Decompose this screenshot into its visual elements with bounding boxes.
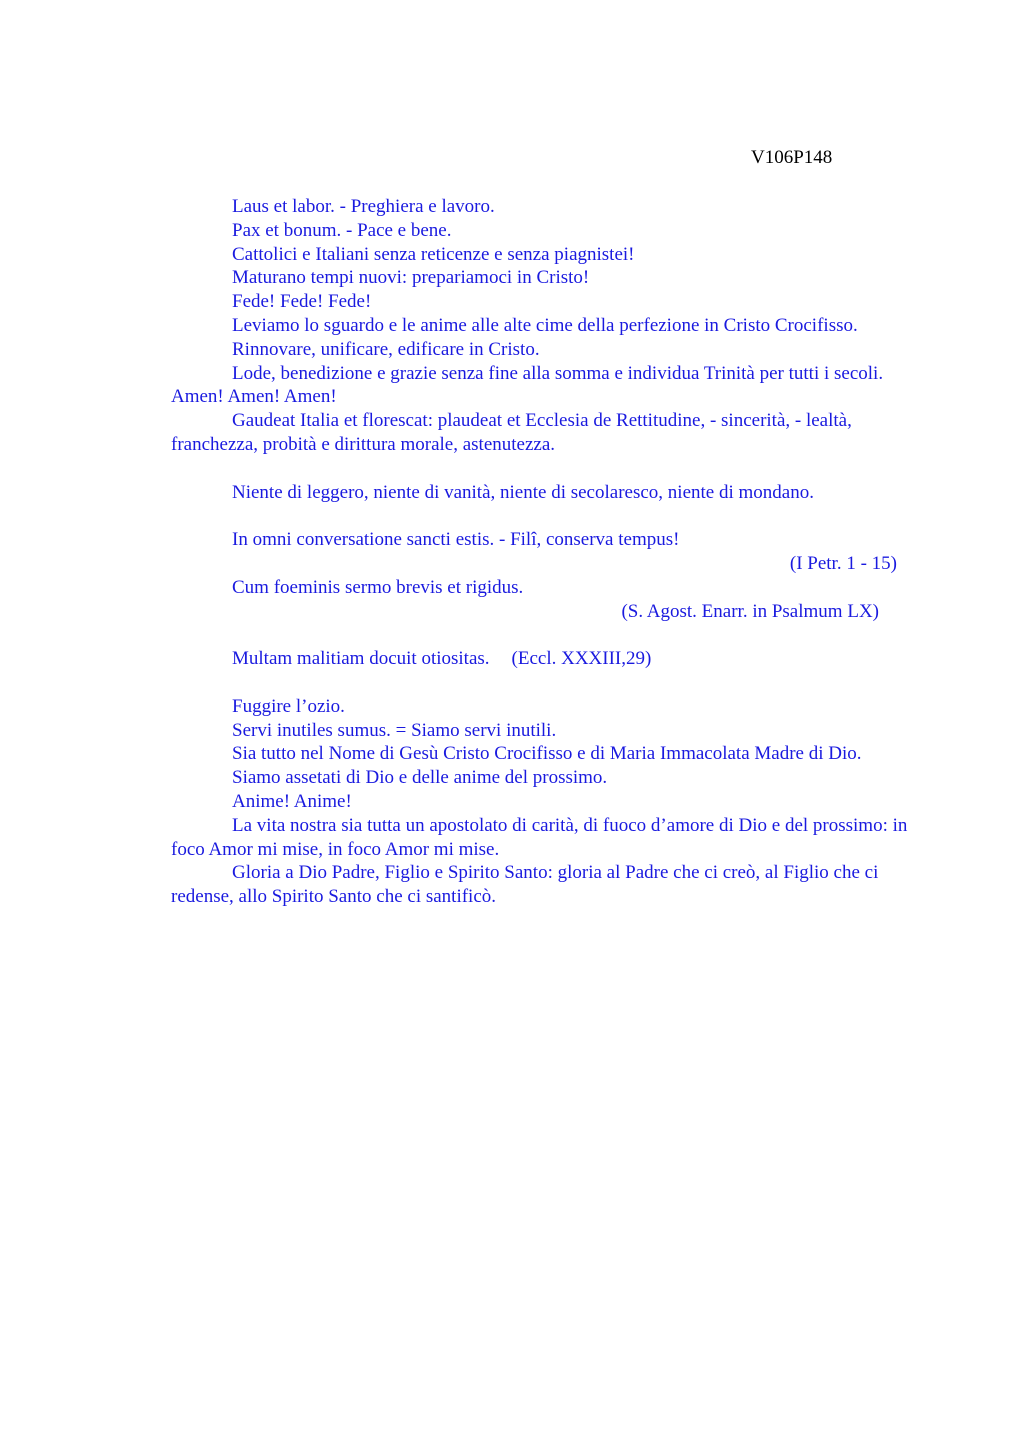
text-line: Cum foeminis sermo brevis et rigidus.: [232, 576, 524, 598]
text-line: Anime! Anime!: [232, 790, 352, 812]
text-line-with-citation: [171, 647, 921, 671]
citation: (S. Agost. Enarr. in Psalmum LX): [621, 600, 879, 622]
quote-text: Multam malitiam docuit otiositas.: [232, 648, 490, 670]
text-line: Rinnovare, unificare, edificare in Cristo.: [232, 338, 540, 360]
text-paragraph: Lode, benedizione e grazie senza fine alla somma e individua Trinità per tutti i secoli. Amen! Amen! Amen!: [171, 362, 884, 408]
text-line: In omni conversatione sancti estis. - Filî, conserva tempus!: [232, 529, 680, 551]
text-line: Pax et bonum. - Pace e bene.: [232, 219, 452, 241]
page-reference: V106P148: [751, 147, 833, 168]
text-line: Niente di leggero, niente di vanità, niente di secolaresco, niente di mondano.: [232, 481, 814, 503]
spacer: [171, 504, 921, 528]
citation: (I Petr. 1 - 15): [789, 552, 897, 574]
citation: (Eccl. XXXIII,29): [511, 648, 652, 670]
spacer: [171, 457, 921, 481]
text-line: Cattolici e Italiani senza reticenze e senza piagnistei!: [232, 243, 635, 265]
text-line: Servi inutiles sumus. = Siamo servi inutili.: [232, 719, 557, 741]
text-line: Fede! Fede! Fede!: [232, 291, 372, 313]
text-paragraph: Gaudeat Italia et florescat: plaudeat et Ecclesia de Rettitudine, - sincerità, - lealtà, franchezza, probità e dirittura morale, astenutezza.: [171, 410, 852, 455]
text-line: Leviamo lo sguardo e le anime alle alte cime della perfezione in Cristo Crocifisso.: [232, 314, 858, 336]
text-line: Fuggire l’ozio.: [232, 695, 345, 717]
text-line: Sia tutto nel Nome di Gesù Cristo Crocifisso e di Maria Immacolata Madre di Dio.: [232, 743, 862, 765]
text-paragraph: Gloria a Dio Padre, Figlio e Spirito Santo: gloria al Padre che ci creò, al Figlio che ci redense, allo Spirito Santo che ci santificò.: [171, 862, 879, 908]
text-paragraph: La vita nostra sia tutta un apostolato di carità, di fuoco d’amore di Dio e del prossimo: in foco Amor mi mise, in foco Amor mi mise.: [171, 814, 908, 860]
document-body: [171, 195, 921, 909]
spacer: [171, 623, 921, 647]
text-line: Maturano tempi nuovi: prepariamoci in Cristo!: [232, 267, 590, 289]
text-line: Laus et labor. - Preghiera e lavoro.: [232, 196, 495, 217]
text-line: Siamo assetati di Dio e delle anime del prossimo.: [232, 767, 608, 789]
spacer: [171, 671, 921, 695]
